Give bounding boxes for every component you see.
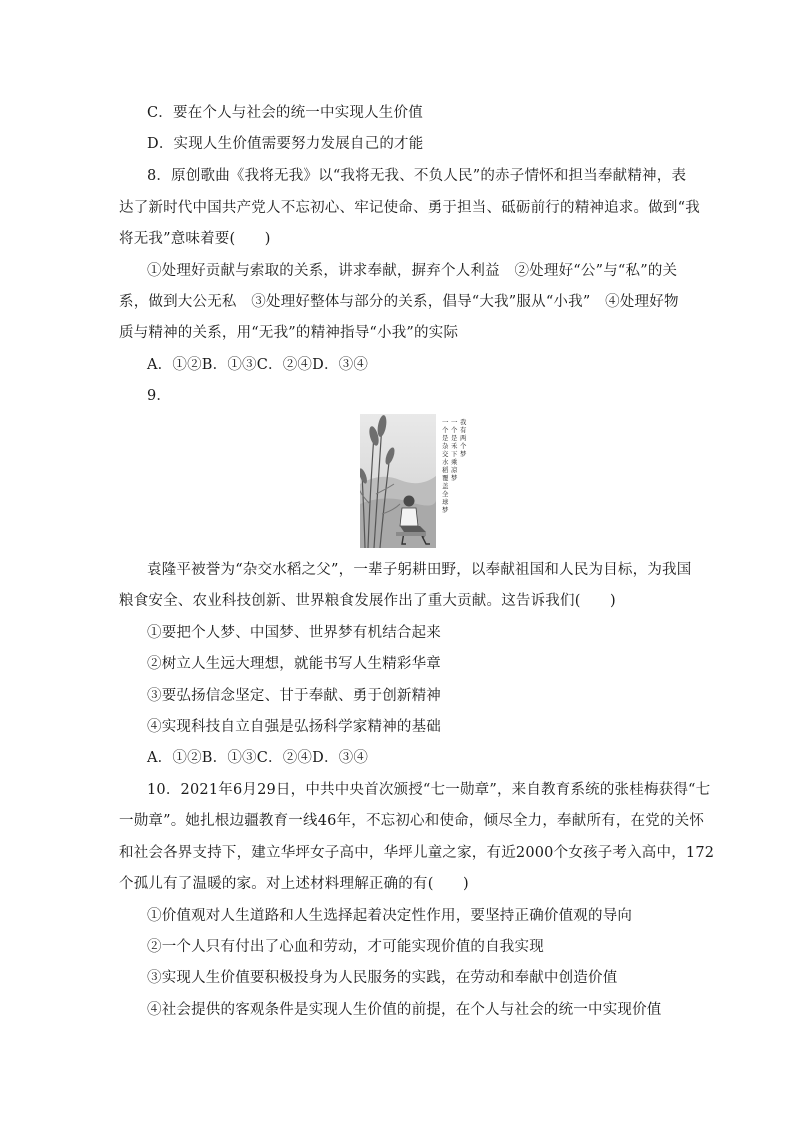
svg-text:球: 球 xyxy=(442,498,449,506)
q10-item-1: ①价值观对人生道路和人生选择起着决定性作用，要坚持正确价值观的导向 xyxy=(147,908,633,924)
q7-option-d: D．实现人生价值需要努力发展自己的才能 xyxy=(147,136,424,152)
q10-item-2: ②一个人只有付出了心血和劳动，才可能实现价值的自我实现 xyxy=(147,939,544,955)
q10-stem-line-2: 一勋章”。她扎根边疆教育一线46年，不忘初心和使命，倾尽全力，奉献所有，在党的关怀 xyxy=(119,813,705,829)
q10-item-3: ③实现人生价值要积极投身为人民服务的实践，在劳动和奉献中创造价值 xyxy=(147,970,618,986)
q10-item-4: ④社会提供的客观条件是实现人生价值的前提，在个人与社会的统一中实现价值 xyxy=(147,1002,662,1018)
svg-text:个: 个 xyxy=(460,442,467,450)
svg-text:全: 全 xyxy=(442,490,449,498)
q10-stem-line-4: 个孤儿有了温暖的家。对上述材料理解正确的有( ) xyxy=(119,876,469,892)
svg-text:凉: 凉 xyxy=(451,466,458,474)
svg-text:盖: 盖 xyxy=(442,482,449,490)
q9-item-2: ②树立人生远大理想，就能书写人生精彩华章 xyxy=(147,656,441,672)
q9-number: 9． xyxy=(147,388,172,404)
svg-text:梦: 梦 xyxy=(460,450,467,458)
svg-text:一: 一 xyxy=(451,418,458,426)
svg-text:覆: 覆 xyxy=(442,474,449,482)
svg-text:是: 是 xyxy=(442,434,449,442)
q9-stem-line-1: 袁隆平被誉为“杂交水稻之父”，一辈子躬耕田野，以奉献祖国和人民为目标，为我国 xyxy=(147,562,692,578)
q10-stem-line-1: 10．2021年6月29日，中共中央首次颁授“七一勋章”，来自教育系统的张桂梅获得“七 xyxy=(147,782,711,798)
q8-stem-line-2: 达了新时代中国共产党人不忘初心、牢记使命、勇于担当、砥砺前行的精神追求。做到“我 xyxy=(119,200,700,216)
svg-text:水: 水 xyxy=(442,458,449,466)
svg-text:乘: 乘 xyxy=(451,458,458,466)
q8-stem-line-3: 将无我”意味着要( ) xyxy=(119,231,271,247)
svg-text:杂: 杂 xyxy=(442,442,449,450)
svg-text:是: 是 xyxy=(451,434,458,442)
svg-text:梦: 梦 xyxy=(442,506,449,514)
q8-item-line-2: 系，做到大公无私 ③处理好整体与部分的关系，倡导“大我”服从“小我” ④处理好物 xyxy=(119,294,679,310)
svg-text:梦: 梦 xyxy=(451,474,458,482)
q8-item-line-3: 质与精神的关系，用“无我”的精神指导“小我”的实际 xyxy=(119,325,459,341)
svg-text:两: 两 xyxy=(460,434,467,442)
svg-text:交: 交 xyxy=(442,450,449,458)
svg-text:个: 个 xyxy=(442,426,449,434)
svg-text:一: 一 xyxy=(442,418,449,426)
q9-item-1: ①要把个人梦、中国梦、世界梦有机结合起来 xyxy=(147,625,441,641)
q9-item-4: ④实现科技自立自强是弘扬科学家精神的基础 xyxy=(147,719,441,735)
q8-item-line-1: ①处理好贡献与索取的关系，讲求奉献，摒弃个人利益 ②处理好“公”与“私”的关 xyxy=(147,263,678,279)
rice-farmer-illustration xyxy=(360,414,476,548)
q8-stem-line-1: 8．原创歌曲《我将无我》以“我将无我、不负人民”的赤子情怀和担当奉献精神，表 xyxy=(147,168,687,184)
svg-text:有: 有 xyxy=(460,426,467,434)
q9-options: A．①②B．①③C．②④D．③④ xyxy=(147,750,369,766)
svg-text:我: 我 xyxy=(460,418,467,426)
svg-text:下: 下 xyxy=(451,450,458,458)
q10-stem-line-3: 和社会各界支持下，建立华坪女子高中，华坪儿童之家，有近2000个女孩子考入高中，172 xyxy=(119,845,715,861)
q7-option-c: C．要在个人与社会的统一中实现人生价值 xyxy=(147,105,423,121)
svg-text:个: 个 xyxy=(451,426,458,434)
q9-item-3: ③要弘扬信念坚定、甘于奉献、勇于创新精神 xyxy=(147,688,441,704)
svg-text:禾: 禾 xyxy=(451,442,458,450)
svg-text:稻: 稻 xyxy=(442,466,449,474)
q8-options: A．①②B．①③C．②④D．③④ xyxy=(147,357,369,373)
q9-stem-line-2: 粮食安全、农业科技创新、世界粮食发展作出了重大贡献。这告诉我们( ) xyxy=(119,593,616,609)
